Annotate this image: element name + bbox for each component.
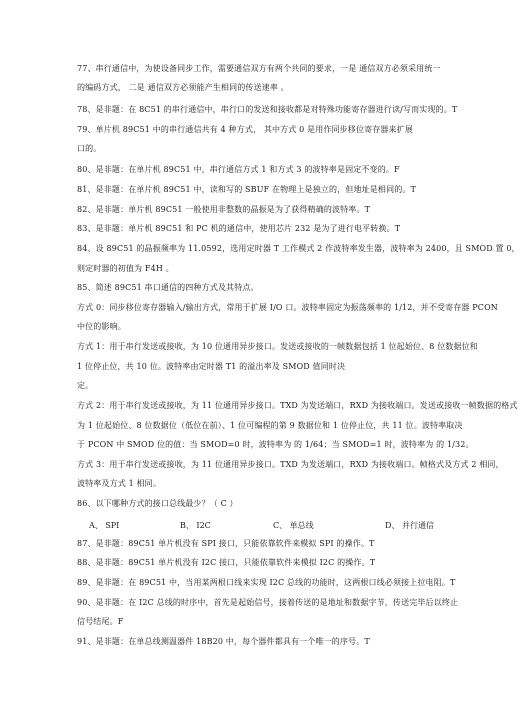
q86-line-1: 86、以下哪种方式的接口总线最少？（ C ）: [77, 499, 238, 508]
q77-line-2: 的编码方式， 二是 通信双方必须能产生相同的传送速率 。: [77, 83, 289, 92]
q90-line-1: 90、是非题：在 I2C 总线的时序中，首先是起始信号，接着传送的是地址和数据字节，传送完毕后以终止: [77, 598, 459, 607]
mode2-line-2: 为 1 位起始位、8 位数据位（低位在前）、1 位可编程的第 9 数据位和 1 位停止位，共 11 位。波特率取决: [77, 421, 463, 430]
q88-line-1: 88、是非题：89C51 单片机没有 I2C 接口，只能依靠软件来模拟 I2C 的操作。T: [77, 558, 376, 567]
q89-line-1: 89、是非题：在 89C51 中，当用某两根口线来实现 I2C 总线的功能时，这两根口线必须接上拉电阻。T: [77, 578, 456, 587]
mode3-line-2: 波特率及方式 1 相同。: [77, 479, 161, 488]
q86-options: [0, 520, 500, 532]
mode1-line-3: 定。: [77, 381, 94, 390]
q91-line-1: 91、是非题：在单总线测温器件 18B20 中，每个器件都具有一个唯一的序号。T: [77, 637, 370, 646]
mode0-line-2: 中位的影响。: [77, 322, 126, 331]
q83-line-1: 83、是非题：单片机 89C51 和 PC 机的通信中，使用芯片 232 是为了进行电平转换。T: [77, 224, 401, 233]
q77-line-1: 77、串行通信中，为使设备同步工作，需要通信双方有两个共同的要求，一是 通信双方必须采用统一: [77, 64, 441, 73]
mode3-line-1: 方式 3：用于串行发送或接收，为 11 位通用异步接口。TXD 为发送端口，RXD 为接收端口。帧格式及方式 2 相同，: [77, 460, 504, 469]
option-c: C、 单总线: [273, 521, 314, 530]
q82-line-1: 82、是非题：单片机 89C51 一般使用非整数的晶振是为了获得精确的波特率。T: [77, 205, 371, 214]
q79-line-2: 口的。: [77, 144, 102, 153]
option-b: B、 I2C: [180, 521, 211, 530]
q80-line-1: 80、是非题：在单片机 89C51 中，串行通信方式 1 和方式 3 的波特率是固定不变的。F: [77, 165, 400, 174]
q78-line-1: 78、是非题：在 8C51 的串行通信中，串行口的发送和接收都是对特殊功能寄存器进行读/写而实现的。T: [77, 105, 458, 114]
mode0-line-1: 方式 0：同步移位寄存器输入/输出方式，常用于扩展 I/O 口。波特率固定为振荡频率的 1/12，并不受寄存器 PCON: [77, 303, 498, 312]
q79-line-1: 79、单片机 89C51 中的串行通信共有 4 种方式， 其中方式 0 是用作同步移位寄存器来扩展: [77, 125, 413, 134]
mode1-line-1: 方式 1：用于串行发送或接收，为 10 位通用异步接口。发送或接收的一帧数据包括 1 位起始位、8 位数据位和: [77, 342, 478, 351]
option-a: A、 SPI: [89, 521, 120, 530]
q87-line-1: 87、是非题：89C51 单片机没有 SPI 接口，只能依靠软件来模拟 SPI 的操作。T: [77, 539, 375, 548]
q84-line-1: 84、设 89C51 的晶振频率为 11.0592，选用定时器 T 工作模式 2 作波特率发生器，波特率为 2400，且 SMOD 置 0，: [77, 244, 520, 253]
q85-line-1: 85、简述 89C51 串口通信的四种方式及其特点。: [77, 283, 259, 292]
q90-line-2: 信号结尾。F: [77, 617, 124, 626]
q81-line-1: 81、是非题：在单片机 89C51 中，读和写的 SBUF 在物理上是独立的，但地址是相同的。T: [77, 185, 417, 194]
q84-line-2: 则定时器的初值为 F4H 。: [77, 264, 174, 273]
mode2-line-1: 方式 2：用于串行发送或接收，为 11 位通用异步接口。TXD 为发送端口，RXD 为接收端口。发送或接收一帧数据的格式: [77, 401, 518, 410]
mode2-line-3: 于 PCON 中 SMOD 位的值：当 SMOD=0 时，波特率为 的 1/64；当 SMOD=1 时，波特率为 的 1/32。: [77, 440, 474, 449]
mode1-line-2: 1 位停止位，共 10 位。波特率由定时器 T1 的溢出率及 SMOD 值同时决: [77, 362, 346, 371]
option-d: D、 并行通信: [385, 521, 434, 530]
